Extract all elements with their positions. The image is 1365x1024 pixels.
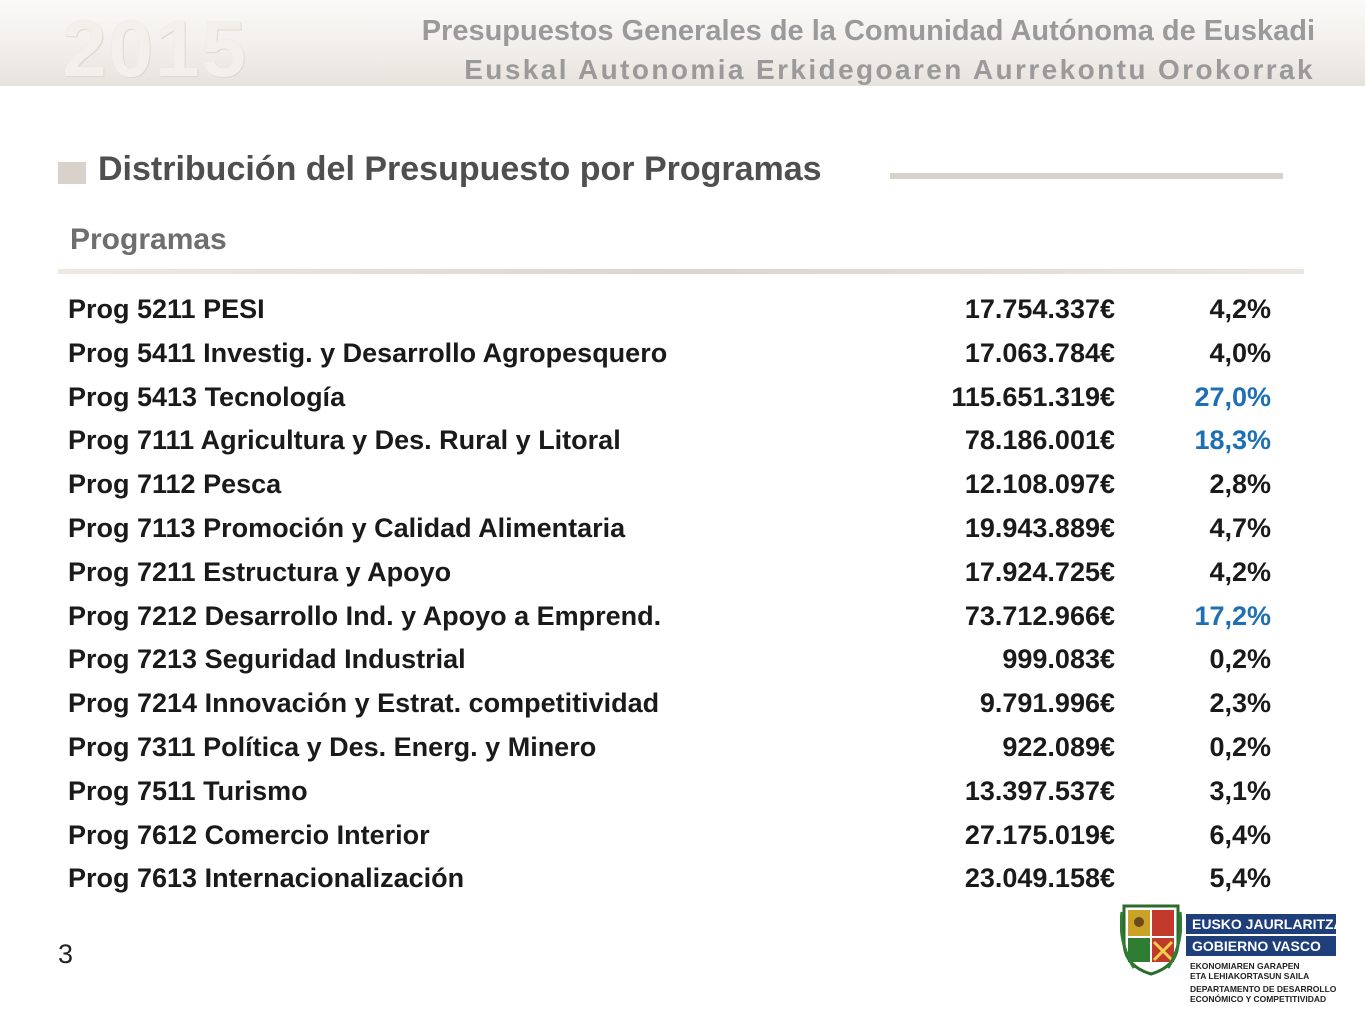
program-name: Prog 7111 Agricultura y Des. Rural y Litoral [68, 425, 621, 456]
program-row [0, 725, 1365, 769]
program-row [0, 550, 1365, 594]
program-name: Prog 7511 Turismo [68, 775, 308, 806]
program-amount: 17.754.337€ [964, 294, 1115, 324]
program-amount: 27.175.019€ [964, 819, 1115, 850]
section-label: Programas [70, 223, 227, 256]
program-name: Prog 5211 PESI [68, 294, 265, 324]
program-percentage: 17,2% [1194, 600, 1271, 631]
program-amount: 922.089€ [1002, 732, 1115, 762]
header-title-eu: Euskal Autonomia Erkidegoaren Aurrekontu Orokorrak [464, 54, 1315, 85]
program-amount: 78.186.001€ [964, 425, 1115, 456]
program-amount: 9.791.996€ [979, 688, 1115, 719]
program-row [0, 506, 1365, 550]
program-name: Prog 7212 Desarrollo Ind. y Apoyo a Emprend. [68, 600, 662, 631]
page-number: 3 [58, 939, 74, 969]
program-name: Prog 7612 Comercio Interior [68, 819, 430, 850]
program-amount: 13.397.537€ [964, 775, 1115, 806]
program-amount: 115.651.319€ [951, 381, 1115, 412]
program-row [0, 418, 1365, 462]
program-amount: 23.049.158€ [964, 863, 1115, 894]
program-row [0, 813, 1365, 857]
program-amount: 12.108.097€ [964, 469, 1115, 500]
program-row [0, 462, 1365, 506]
program-percentage: 4,0% [1209, 337, 1271, 368]
program-amount: 19.943.889€ [964, 513, 1115, 543]
program-amount: 999.083€ [1002, 644, 1115, 675]
gobierno-vasco-logo [1120, 900, 1344, 1010]
program-name: Prog 7213 Seguridad Industrial [68, 644, 466, 675]
dept-es-2: ECONÓMICO Y COMPETITIVIDAD [1190, 994, 1327, 1004]
program-percentage: 18,3% [1194, 425, 1271, 456]
program-percentage: 27,0% [1194, 381, 1271, 412]
program-percentage: 0,2% [1209, 644, 1271, 675]
logo-line-eu: EUSKO JAURLARITZA [1186, 914, 1336, 934]
header-year: 2015 [62, 4, 248, 93]
program-percentage: 4,2% [1209, 294, 1271, 324]
program-percentage: 0,2% [1209, 732, 1271, 762]
title-bullet [58, 162, 86, 184]
dept-eu-1: EKONOMIAREN GARAPEN [1190, 961, 1300, 971]
program-name: Prog 7311 Política y Des. Energ. y Minero [68, 732, 597, 762]
program-row [0, 375, 1365, 419]
program-row [0, 681, 1365, 725]
program-amount: 17.924.725€ [964, 556, 1115, 587]
program-row [0, 287, 1365, 331]
program-row [0, 769, 1365, 813]
program-row [0, 637, 1365, 681]
program-row [0, 594, 1365, 638]
program-amount: 17.063.784€ [964, 337, 1115, 368]
program-amount: 73.712.966€ [964, 600, 1115, 631]
program-row [0, 856, 1365, 900]
program-name: Prog 7112 Pesca [68, 469, 282, 500]
program-percentage: 5,4% [1209, 863, 1271, 894]
program-percentage: 2,8% [1209, 469, 1271, 500]
coat-of-arms-icon [1120, 902, 1182, 976]
program-name: Prog 7613 Internacionalización [68, 863, 465, 894]
program-percentage: 2,3% [1209, 688, 1271, 719]
logo-line-es: GOBIERNO VASCO [1186, 936, 1336, 956]
header-title-es: Presupuestos Generales de la Comunidad Autónoma de Euskadi [421, 15, 1315, 47]
dept-eu-2: ETA LEHIAKORTASUN SAILA [1190, 971, 1310, 981]
title-rule [890, 173, 1283, 179]
slide-title: Distribución del Presupuesto por Programas [98, 150, 822, 188]
program-percentage: 4,2% [1209, 556, 1271, 587]
program-name: Prog 5413 Tecnología [68, 381, 346, 412]
program-name: Prog 7211 Estructura y Apoyo [68, 556, 452, 587]
program-name: Prog 5411 Investig. y Desarrollo Agropesquero [68, 337, 668, 368]
program-name: Prog 7214 Innovación y Estrat. competitividad [68, 688, 660, 719]
dept-es-1: DEPARTAMENTO DE DESARROLLO [1190, 984, 1337, 994]
program-row [0, 331, 1365, 375]
program-percentage: 3,1% [1209, 775, 1271, 806]
program-percentage: 4,7% [1209, 513, 1271, 543]
header-band [0, 0, 1365, 93]
program-percentage: 6,4% [1209, 819, 1271, 850]
program-name: Prog 7113 Promoción y Calidad Alimentaria [68, 513, 626, 543]
section-rule [58, 269, 1304, 274]
